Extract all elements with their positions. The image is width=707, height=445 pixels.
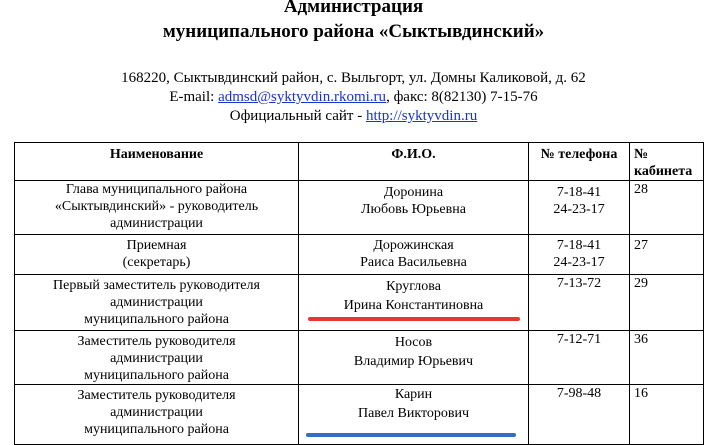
postal-address: 168220, Сыктывдинский район, с. Выльгорт, ул. Домны Каликовой, д. 62 xyxy=(121,70,586,86)
position-line: муниципального района xyxy=(84,422,229,437)
fio-cell xyxy=(299,181,529,235)
website-line xyxy=(0,107,707,126)
room-cell: 29 xyxy=(630,275,704,331)
phone-line: 7-18-41 xyxy=(556,185,602,200)
position-line: Заместитель руководителя xyxy=(77,334,236,349)
position-line: «Сыктывдинский» - руководитель xyxy=(54,199,259,214)
phone-cell xyxy=(529,181,630,235)
position-line: Первый заместитель руководителя xyxy=(53,278,260,293)
document-subtitle: муниципального района «Сыктывдинский» xyxy=(162,21,545,42)
fio-cell xyxy=(299,331,529,385)
position-cell xyxy=(15,331,299,385)
table-row xyxy=(15,181,704,235)
phone-cell xyxy=(529,275,630,331)
phone-cell xyxy=(529,385,630,445)
phone-cell xyxy=(529,331,630,385)
phone-line: 24-23-17 xyxy=(553,255,605,270)
fio-line: Любовь Юрьевна xyxy=(361,202,466,217)
document-title: Администрация xyxy=(283,0,424,17)
header-fio: Ф.И.О. xyxy=(299,143,529,181)
phone-line: 24-23-17 xyxy=(553,202,605,217)
fio-line: Раиса Васильевна xyxy=(360,255,467,270)
header-room-line2: кабинета xyxy=(634,164,693,179)
fio-line: Ирина Константиновна xyxy=(343,298,484,313)
header-phone: № телефона xyxy=(529,143,630,181)
header-room-line1: № xyxy=(634,147,649,162)
position-line: муниципального района xyxy=(84,312,229,327)
table-row xyxy=(15,275,704,331)
room-cell: 36 xyxy=(630,331,704,385)
room-cell: 27 xyxy=(630,235,704,275)
website-link[interactable]: http://syktyvdin.ru xyxy=(365,108,478,124)
position-line: администрации xyxy=(110,295,203,310)
fio-line: Владимир Юрьевич xyxy=(353,354,474,369)
position-line: Приемная xyxy=(126,238,187,253)
fio-line: Носов xyxy=(394,335,433,350)
blue-highlight-underline xyxy=(306,433,516,437)
table-header-row xyxy=(15,143,704,181)
fax-text: , факс: 8(82130) 7-15-76 xyxy=(386,89,538,105)
position-cell xyxy=(15,385,299,445)
position-line: муниципального района xyxy=(84,368,229,383)
website-label: Официальный сайт - xyxy=(229,108,366,124)
phone-line: 7-13-72 xyxy=(556,276,602,291)
position-cell xyxy=(15,235,299,275)
phone-line: 7-18-41 xyxy=(556,238,602,253)
fio-line: Дорожинская xyxy=(373,238,454,253)
position-cell xyxy=(15,181,299,235)
position-line: администрации xyxy=(110,216,203,231)
fio-line: Круглова xyxy=(386,279,441,294)
fio-line: Павел Викторович xyxy=(357,406,470,421)
red-highlight-underline xyxy=(308,317,520,321)
email-link[interactable]: admsd@syktyvdin.rkomi.ru xyxy=(218,89,387,105)
phone-line: 7-98-48 xyxy=(556,386,602,401)
fio-line: Доронина xyxy=(383,185,444,200)
position-cell xyxy=(15,275,299,331)
fio-cell xyxy=(299,275,529,331)
header-name: Наименование xyxy=(15,143,299,181)
staff-table xyxy=(14,142,704,445)
position-line: Глава муниципального района xyxy=(65,182,248,197)
table-row xyxy=(15,331,704,385)
position-line: Заместитель руководителя xyxy=(77,388,236,403)
contact-line xyxy=(0,88,707,107)
room-cell: 16 xyxy=(630,385,704,445)
email-label: E-mail: xyxy=(169,89,219,105)
position-line: администрации xyxy=(110,405,203,420)
phone-line: 7-12-71 xyxy=(556,332,602,347)
room-cell: 28 xyxy=(630,181,704,235)
fio-line: Карин xyxy=(394,387,433,402)
table-row xyxy=(15,235,704,275)
position-line: администрации xyxy=(110,351,203,366)
header-room xyxy=(630,143,704,181)
position-line: (секретарь) xyxy=(122,255,191,270)
fio-cell xyxy=(299,235,529,275)
phone-cell xyxy=(529,235,630,275)
